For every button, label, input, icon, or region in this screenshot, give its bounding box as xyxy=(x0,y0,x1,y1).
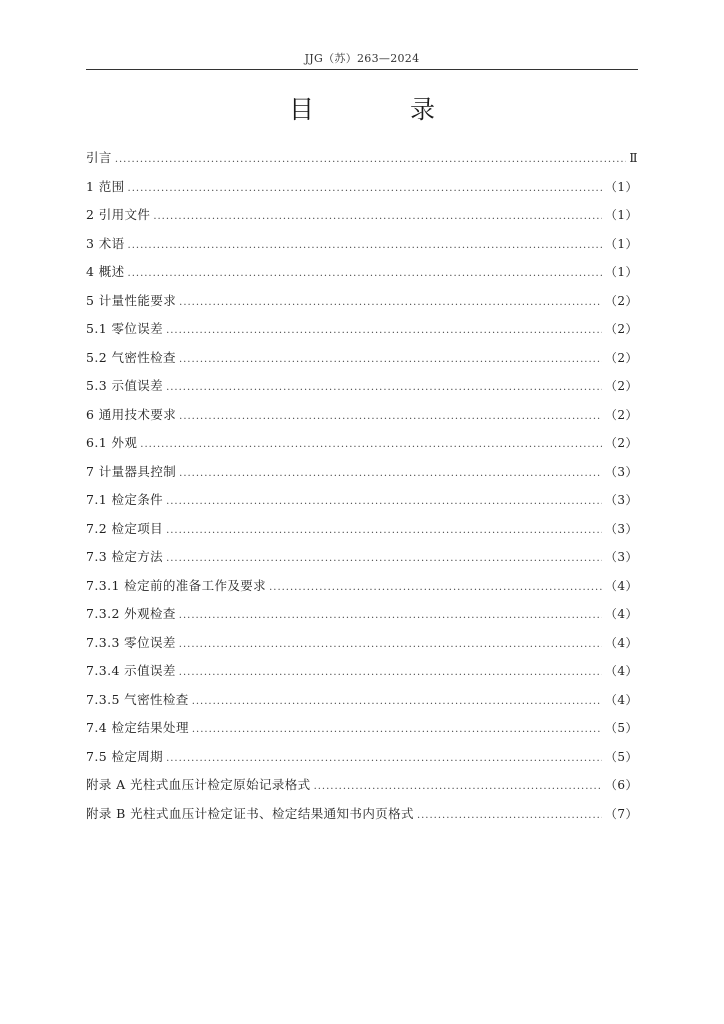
toc-entry[interactable] xyxy=(86,686,638,715)
toc-entry-page: （3） xyxy=(604,493,638,507)
toc-entry[interactable] xyxy=(86,230,638,259)
toc-leader-dots xyxy=(166,317,602,346)
toc-entry-label: 7.3.5 气密性检查 xyxy=(86,691,189,707)
document-header-code: JJG（苏）263—2024 xyxy=(304,52,420,65)
toc-entry-page: （4） xyxy=(604,664,638,678)
toc-entry-label: 6 通用技术要求 xyxy=(86,406,177,422)
toc-entry-page: （2） xyxy=(604,322,638,336)
toc-leader-dots xyxy=(314,773,602,802)
toc-entry-label: 7.2 检定项目 xyxy=(86,520,164,536)
toc-entry-page: （7） xyxy=(604,806,638,821)
toc-leader-dots xyxy=(417,802,602,831)
toc-leader-dots xyxy=(192,688,602,717)
toc-leader-dots xyxy=(140,431,602,460)
toc-entry[interactable] xyxy=(86,515,638,544)
toc-entry[interactable] xyxy=(86,173,638,202)
toc-leader-dots xyxy=(269,574,602,603)
toc-entry-label: 6.1 外观 xyxy=(86,435,138,450)
toc-entry[interactable] xyxy=(86,144,638,173)
toc-entry[interactable] xyxy=(86,258,638,287)
toc-leader-dots xyxy=(166,374,602,403)
toc-leader-dots xyxy=(128,260,602,289)
toc-entry-label: 7.3.3 零位误差 xyxy=(86,634,176,650)
toc-entry-label: 7.4 检定结果处理 xyxy=(86,720,189,735)
toc-entry[interactable] xyxy=(86,344,638,373)
toc-leader-dots xyxy=(166,745,602,774)
toc-leader-dots xyxy=(166,488,602,517)
toc-entry[interactable] xyxy=(86,372,638,401)
toc-entry-page: （4） xyxy=(604,578,638,593)
toc-entry-page: （1） xyxy=(604,265,638,279)
toc-entry-label: 5 计量性能要求 xyxy=(86,292,177,308)
toc-entry-page: （2） xyxy=(604,436,638,450)
toc-entry-label: 7.3.2 外观检查 xyxy=(86,606,176,621)
toc-entry-label: 附录 B 光柱式血压计检定证书、检定结果通知书内页格式 xyxy=(86,805,414,821)
toc-entry-page: （2） xyxy=(604,407,638,422)
toc-entry-page: （3） xyxy=(604,550,638,564)
toc-entry-label: 7.5 检定周期 xyxy=(86,748,164,764)
toc-entry-label: 3 术语 xyxy=(86,235,125,251)
toc-leader-dots xyxy=(128,175,602,204)
toc-entry[interactable] xyxy=(86,287,638,316)
table-of-contents xyxy=(86,144,638,828)
toc-entry-page: （5） xyxy=(604,749,638,764)
header-rule xyxy=(86,69,638,70)
toc-entry-page: （5） xyxy=(604,721,638,735)
page-title: 目 录 xyxy=(289,95,479,124)
toc-entry-label: 5.3 示值误差 xyxy=(86,378,164,393)
toc-leader-dots xyxy=(179,403,602,432)
toc-entry-page: （1） xyxy=(604,208,638,222)
toc-entry[interactable] xyxy=(86,458,638,487)
toc-entry-label: 7.1 检定条件 xyxy=(86,492,164,507)
toc-entry-label: 1 范围 xyxy=(86,178,125,194)
toc-entry[interactable] xyxy=(86,714,638,743)
toc-leader-dots xyxy=(166,517,602,546)
toc-leader-dots xyxy=(115,146,627,175)
toc-entry-page: （4） xyxy=(604,692,638,707)
toc-entry-page: （4） xyxy=(604,635,638,650)
toc-entry[interactable] xyxy=(86,486,638,515)
toc-entry-page: （4） xyxy=(604,607,638,621)
toc-leader-dots xyxy=(179,602,602,631)
toc-entry-label: 附录 A 光柱式血压计检定原始记录格式 xyxy=(86,777,311,792)
toc-leader-dots xyxy=(179,460,602,489)
toc-entry-label: 5.2 气密性检查 xyxy=(86,349,176,365)
toc-entry[interactable] xyxy=(86,657,638,686)
toc-entry-page: （6） xyxy=(604,778,638,792)
toc-entry[interactable] xyxy=(86,743,638,772)
toc-leader-dots xyxy=(166,545,602,574)
toc-entry-page: （3） xyxy=(604,521,638,536)
toc-entry[interactable] xyxy=(86,572,638,601)
toc-entry-label: 7.3.4 示值误差 xyxy=(86,663,176,678)
toc-entry-label: 4 概述 xyxy=(86,264,125,279)
toc-entry-label: 7 计量器具控制 xyxy=(86,463,177,479)
toc-entry[interactable] xyxy=(86,201,638,230)
toc-entry-label: 引言 xyxy=(86,150,112,165)
toc-entry-label: 7.3.1 检定前的准备工作及要求 xyxy=(86,577,267,593)
toc-entry-page: Ⅱ xyxy=(629,151,638,165)
toc-leader-dots xyxy=(179,289,602,318)
toc-entry-label: 5.1 零位误差 xyxy=(86,321,164,336)
toc-entry[interactable] xyxy=(86,629,638,658)
toc-entry-page: （1） xyxy=(604,179,638,194)
toc-entry-label: 7.3 检定方法 xyxy=(86,549,164,564)
toc-entry[interactable] xyxy=(86,401,638,430)
toc-entry-label: 2 引用文件 xyxy=(86,207,151,222)
toc-leader-dots xyxy=(128,232,602,261)
toc-entry[interactable] xyxy=(86,429,638,458)
toc-entry[interactable] xyxy=(86,771,638,800)
toc-entry-page: （2） xyxy=(604,350,638,365)
toc-entry-page: （3） xyxy=(604,464,638,479)
toc-entry[interactable] xyxy=(86,543,638,572)
toc-entry-page: （2） xyxy=(604,293,638,308)
toc-entry-page: （1） xyxy=(604,236,638,251)
toc-entry-page: （2） xyxy=(604,379,638,393)
toc-leader-dots xyxy=(153,203,602,232)
toc-entry[interactable] xyxy=(86,600,638,629)
toc-leader-dots xyxy=(192,716,602,745)
toc-entry[interactable] xyxy=(86,800,638,829)
toc-leader-dots xyxy=(179,346,602,375)
toc-leader-dots xyxy=(179,631,602,660)
toc-leader-dots xyxy=(179,659,602,688)
toc-entry[interactable] xyxy=(86,315,638,344)
